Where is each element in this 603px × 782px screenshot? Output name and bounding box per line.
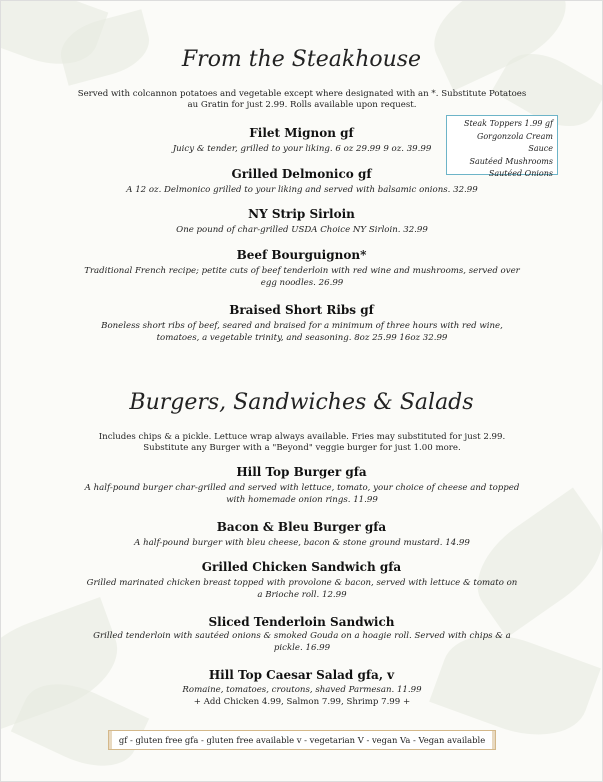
- menu-item-name: Sliced Tenderloin Sandwich: [208, 615, 395, 629]
- toppers-line: Steak Toppers 1.99 gf: [463, 119, 553, 128]
- menu-item-desc: Grilled tenderloin with sautéed onions & smoked Gouda on a hoagie roll. Served with chips & a pickle. 16.99: [93, 631, 511, 653]
- menu-item-name: Grilled Delmonico gf: [231, 167, 372, 181]
- menu-item-name: Grilled Chicken Sandwich gfa: [201, 560, 402, 574]
- menu-item-desc: A 12 oz. Delmonico grilled to your liking and served with balsamic onions. 32.99: [126, 185, 478, 195]
- toppers-line: Sautéed Mushrooms: [469, 156, 553, 166]
- section-title-steakhouse: From the Steakhouse: [181, 47, 422, 72]
- menu-item-name: Filet Mignon gf: [249, 126, 354, 140]
- section-intro-steakhouse: Served with colcannon potatoes and vegetable except where designated with an *. Substitute Potatoes au Gratin for just 2.99. Rolls available upon request.: [77, 89, 527, 110]
- toppers-line: Gorgonzola Cream Sauce: [476, 131, 553, 153]
- menu-item-desc: Romaine, tomatoes, croutons, shaved Parmesan. 11.99: [182, 685, 422, 695]
- toppers-line: Sautéed Onions: [488, 169, 553, 178]
- dietary-legend: gf - gluten free gfa - gluten free available v - vegetarian V - vegan Va - Vegan available: [108, 730, 496, 750]
- menu-item-name: NY Strip Sirloin: [248, 207, 355, 221]
- menu-item-name: Bacon & Bleu Burger gfa: [216, 520, 387, 534]
- menu-item-desc: One pound of char-grilled USDA Choice NY Sirloin. 32.99: [176, 225, 428, 235]
- menu-item-desc: Traditional French recipe; petite cuts of beef tenderloin with red wine and mushrooms, served over egg noodles. 26.99: [84, 266, 520, 288]
- menu-item-name: Hill Top Caesar Salad gfa, v: [208, 668, 395, 682]
- section-title-burgers: Burgers, Sandwiches & Salads: [129, 390, 474, 415]
- menu-item-name: Braised Short Ribs gf: [229, 303, 374, 317]
- menu-item-desc: A half-pound burger with bleu cheese, bacon & stone ground mustard. 14.99: [134, 538, 470, 548]
- menu-item-desc: Boneless short ribs of beef, seared and braised for a minimum of three hours with red wine, tomatoes, a vegetable trinity, and seasoning. 8oz 25.99 16oz 32.99: [101, 321, 503, 343]
- menu-item-desc: Juicy & tender, grilled to your liking. 6 oz 29.99 9 oz. 39.99: [172, 144, 432, 154]
- menu-item-addon: + Add Chicken 4.99, Salmon 7.99, Shrimp 7.99 +: [193, 697, 411, 707]
- menu-item-name: Hill Top Burger gfa: [236, 465, 367, 479]
- section-intro-burgers: Includes chips & a pickle. Lettuce wrap always available. Fries may substituted for just 2.99. Substitute any Burger with a "Beyond" veggie burger for just 1.00 more.: [98, 432, 506, 453]
- menu-item-desc: Grilled marinated chicken breast topped with provolone & bacon, served with lettuce & tomato on a Brioche roll. 12.99: [86, 578, 518, 600]
- menu-item-name: Beef Bourguignon*: [236, 248, 367, 262]
- menu-item-desc: A half-pound burger char-grilled and served with lettuce, tomato, your choice of cheese and topped with homemade onion rings. 11.99: [84, 483, 520, 505]
